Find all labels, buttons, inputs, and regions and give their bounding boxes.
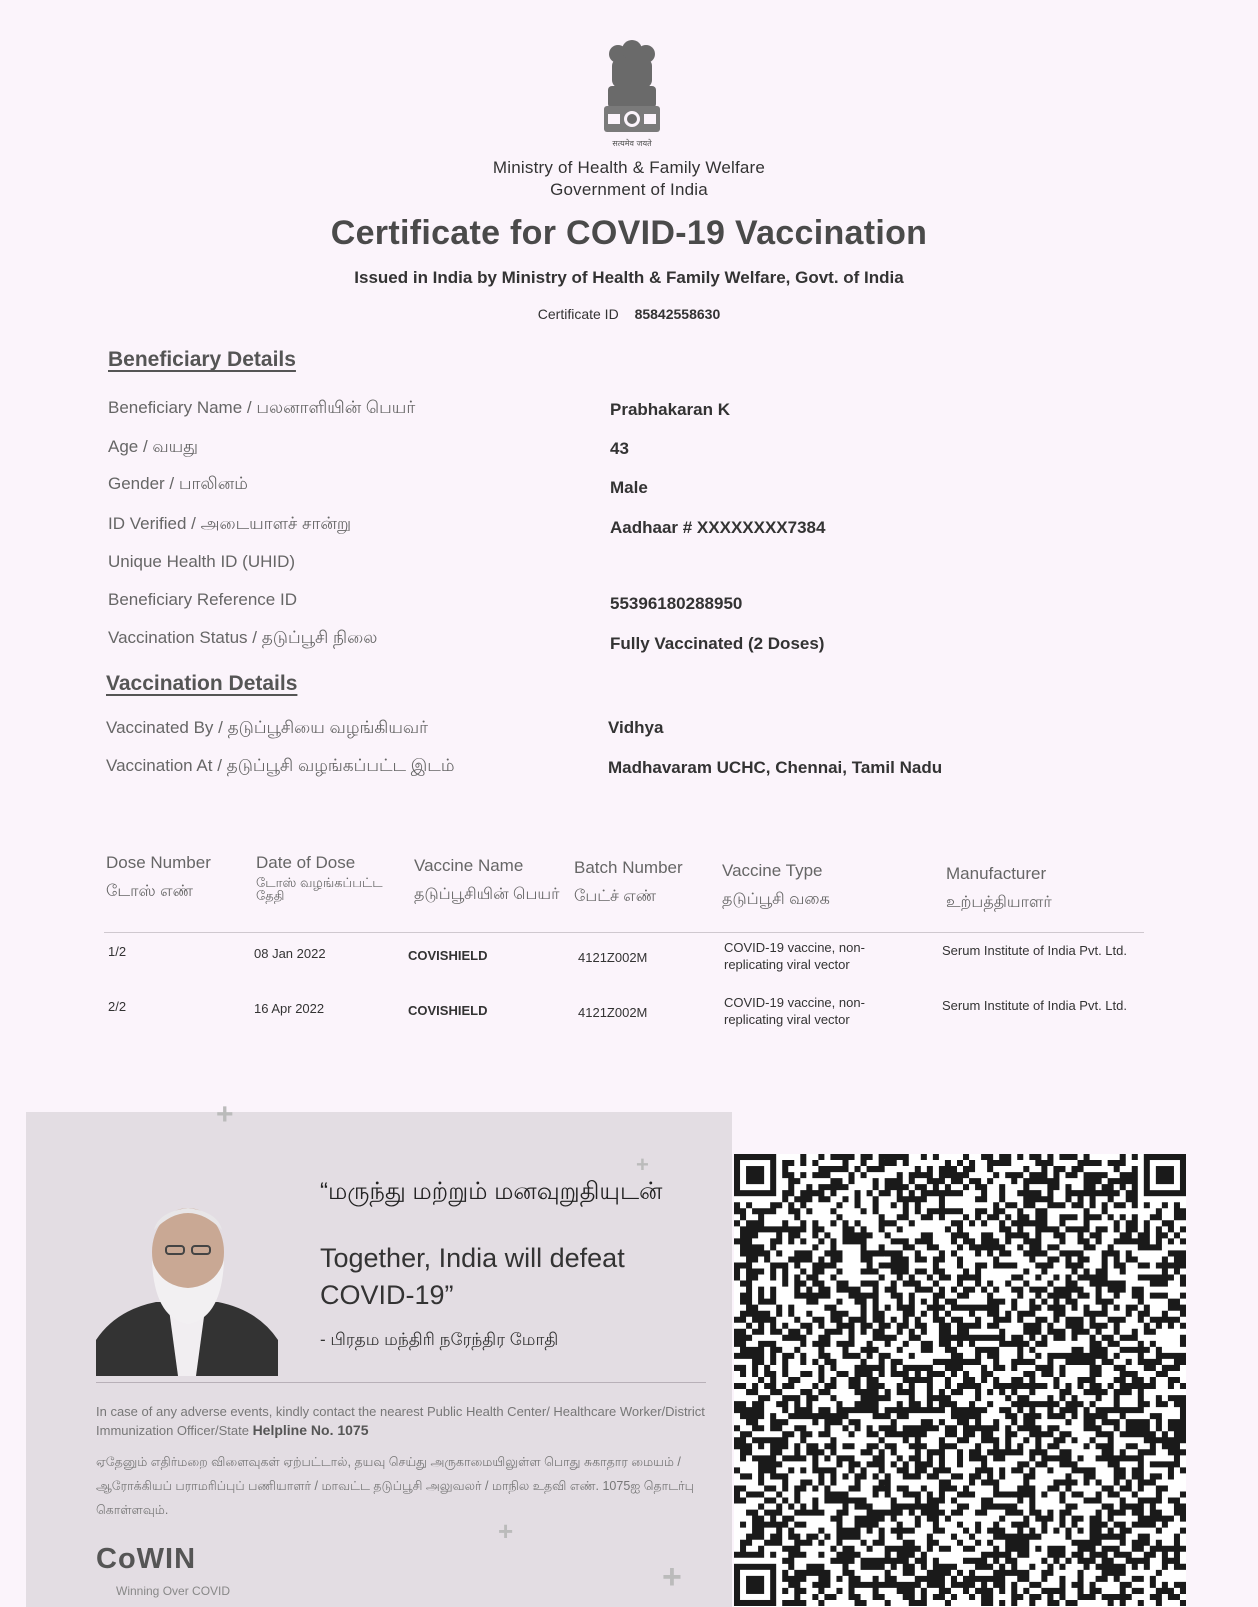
column-vaccine-type: Vaccine Type தடுப்பூசி வகை xyxy=(722,861,830,908)
column-dose-number: Dose Number டோஸ் எண் xyxy=(106,853,211,900)
helpline-number: Helpline No. 1075 xyxy=(252,1422,369,1438)
vaccination-heading: Vaccination Details xyxy=(106,672,298,695)
cowin-tagline: Winning Over COVID xyxy=(116,1584,231,1598)
row2-manufacturer: Serum Institute of India Pvt. Ltd. xyxy=(942,998,1127,1013)
advisory-english: In case of any adverse events, kindly contact the nearest Public Health Center/ Healthcare Worker/District Immunization Officer/State Helpline No. 1075 xyxy=(96,1404,705,1438)
gender-value: Male xyxy=(610,478,648,497)
column-vaccine-name: Vaccine Name தடுப்பூசியின் பெயர் xyxy=(414,856,560,903)
cowin-logo: CoWIN xyxy=(96,1543,197,1575)
issued-by: Issued in India by Ministry of Health & Family Welfare, Govt. of India xyxy=(354,268,904,287)
qr-code-icon xyxy=(734,1154,1186,1607)
beneficiary-heading: Beneficiary Details xyxy=(108,348,296,371)
quote-signature: - பிரதம மந்திரி நரேந்திர மோதி xyxy=(320,1330,559,1349)
reference-id-value: 55396180288950 xyxy=(610,594,743,613)
row1-vaccine: COVISHIELD xyxy=(408,948,488,963)
vaccinated-by-label: Vaccinated By / தடுப்பூசியை வழங்கியவர் xyxy=(106,718,429,737)
quote-english: Together, India will defeat COVID-19” xyxy=(320,1243,625,1310)
state-emblem-icon xyxy=(596,40,668,152)
row2-dose: 2/2 xyxy=(108,999,127,1014)
certificate-id-label: Certificate ID xyxy=(537,306,619,322)
emblem-caption: सत्यमेव जयते xyxy=(612,139,652,148)
quote-tamil: “மருந்து மற்றும் மனவுறுதியுடன் xyxy=(320,1178,663,1205)
page-title: Certificate for COVID-19 Vaccination xyxy=(330,214,928,252)
advisory-tamil: ஏதேனும் எதிர்மறை விளைவுகள் ஏற்பட்டால், தயவு செய்து அருகாமையிலுள்ள பொது சுகாதார மையம் / ஆரோக்கியப் பராமரிப்புப் பணியாளர் / மாவட்ட தடுப்பூசி அலுவலர் / மாநில உதவி எண். 1075ஐ தொடர்பு கொள்ளவும். xyxy=(96,1455,694,1517)
plus-decoration-icon: + xyxy=(662,1558,682,1596)
age-label: Age / வயது xyxy=(108,437,199,456)
gender-label: Gender / பாலினம் xyxy=(108,474,248,493)
row2-type: COVID-19 vaccine, non-replicating viral vector xyxy=(724,995,865,1027)
row2-date: 16 Apr 2022 xyxy=(254,1001,325,1016)
reference-id-label: Beneficiary Reference ID xyxy=(108,590,297,609)
column-manufacturer: Manufacturer உற்பத்தியாளர் xyxy=(946,864,1052,911)
id-verified-value: Aadhaar # XXXXXXXX7384 xyxy=(610,518,826,537)
row2-batch: 4121Z002M xyxy=(578,1005,648,1020)
row2-vaccine: COVISHIELD xyxy=(408,1003,488,1018)
row1-date: 08 Jan 2022 xyxy=(254,946,326,961)
certificate-id-value: 85842558630 xyxy=(634,306,721,322)
vaccination-at-label: Vaccination At / தடுப்பூசி வழங்கப்பட்ட இடம் xyxy=(106,756,455,775)
ministry-name: Ministry of Health & Family Welfare xyxy=(492,158,766,177)
government-name: Government of India xyxy=(550,180,708,199)
vaccinated-by-value: Vidhya xyxy=(608,718,664,737)
plus-decoration-icon: + xyxy=(636,1152,649,1177)
row1-dose: 1/2 xyxy=(108,944,127,959)
banner-divider xyxy=(96,1382,706,1383)
age-value: 43 xyxy=(610,439,629,458)
beneficiary-name-label: Beneficiary Name / பலனாளியின் பெயர் xyxy=(108,398,416,417)
column-date-of-dose: Date of Dose டோஸ் வழங்கப்பட்ட தேதி xyxy=(256,853,383,903)
row1-batch: 4121Z002M xyxy=(578,950,648,965)
uhid-label: Unique Health ID (UHID) xyxy=(108,552,296,571)
vaccination-at-value: Madhavaram UCHC, Chennai, Tamil Nadu xyxy=(608,758,943,777)
row1-type: COVID-19 vaccine, non-replicating viral vector xyxy=(724,940,865,972)
column-batch-number: Batch Number பேட்ச் எண் xyxy=(574,858,683,905)
certificate-id xyxy=(0,306,1258,322)
portrait-photo-icon xyxy=(96,1190,278,1376)
row1-manufacturer: Serum Institute of India Pvt. Ltd. xyxy=(942,943,1127,958)
vaccination-status-value: Fully Vaccinated (2 Doses) xyxy=(610,634,825,653)
vaccination-status-label: Vaccination Status / தடுப்பூசி நிலை xyxy=(108,628,378,647)
id-verified-label: ID Verified / அடையாளச் சான்று xyxy=(108,514,352,533)
beneficiary-name-value: Prabhakaran K xyxy=(610,400,730,419)
table-divider xyxy=(104,932,1144,933)
plus-decoration-icon: + xyxy=(498,1516,514,1546)
plus-decoration-icon: + xyxy=(216,1098,234,1131)
